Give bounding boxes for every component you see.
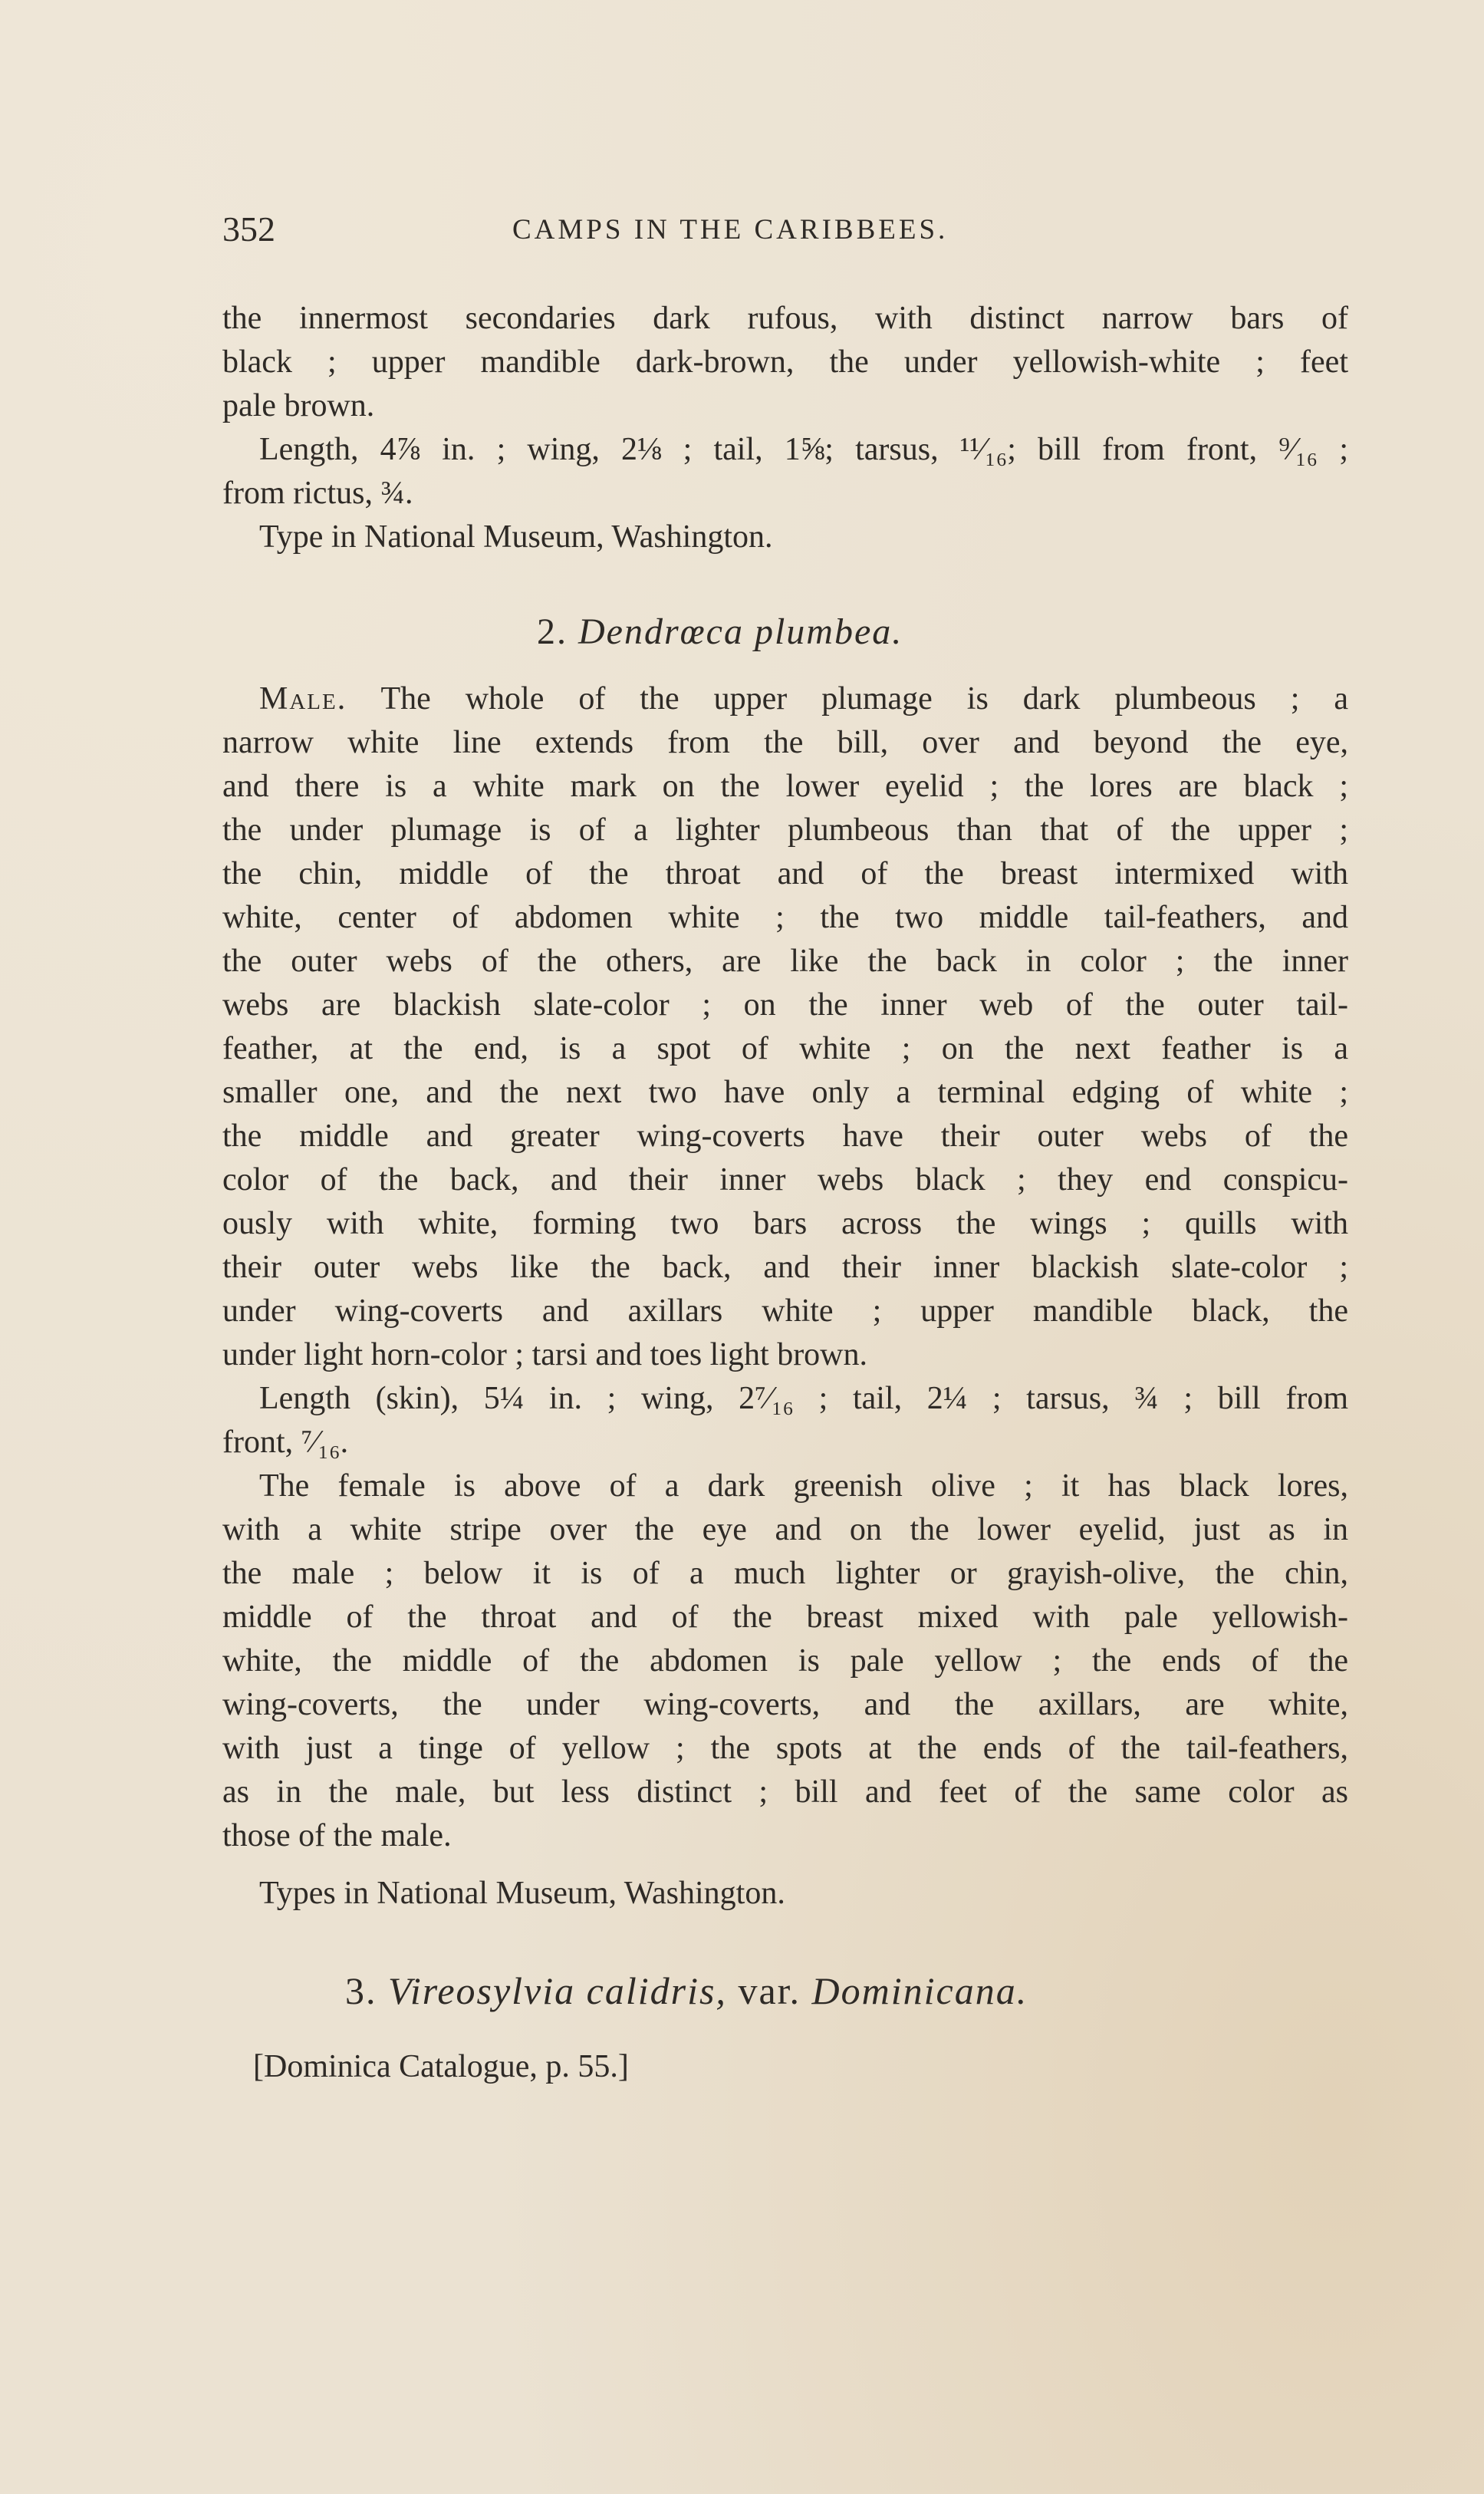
section-number: 2. bbox=[537, 611, 568, 652]
paragraph-measurements-1 bbox=[222, 428, 1348, 516]
text-line: wing-coverts, the under wing-coverts, and the axillars, are white, bbox=[222, 1687, 1348, 1722]
text-line: the under plumage is of a lighter plumbeous than that of the upper ; bbox=[222, 812, 1348, 848]
text-line: smaller one, and the next two have only a terminal edging of white ; bbox=[222, 1075, 1348, 1110]
page-header bbox=[222, 209, 1066, 255]
text-line: their outer webs like the back, and their inner blackish slate-color ; bbox=[222, 1250, 1348, 1285]
text-line: with a white stripe over the eye and on the lower eyelid, just as in bbox=[222, 1512, 1348, 1547]
text-line: the male ; below it is of a much lighter or grayish-olive, the chin, bbox=[222, 1556, 1348, 1591]
text-line: color of the back, and their inner webs black ; they end conspicu- bbox=[222, 1162, 1348, 1198]
paragraph-male-description bbox=[222, 677, 1348, 1377]
text-line: under light horn-color ; tarsi and toes light brown. bbox=[222, 1337, 868, 1372]
text-line: front, ⁷⁄₁₆. bbox=[222, 1425, 349, 1460]
variety-label: var. bbox=[738, 1969, 801, 2012]
species-name: Dendrœca plumbea. bbox=[578, 611, 903, 652]
text-line: as in the male, but less distinct ; bill and feet of the same color as bbox=[222, 1774, 1348, 1810]
paragraph-type-location-1 bbox=[222, 516, 1348, 559]
text-line: the innermost secondaries dark rufous, with distinct narrow bars of bbox=[222, 301, 1348, 336]
species-name: Vireosylvia calidris, bbox=[388, 1969, 727, 2012]
section-number: 3. bbox=[345, 1969, 377, 2012]
paragraph-catalogue-reference bbox=[253, 2045, 1379, 2089]
section-heading-3 bbox=[345, 1969, 1028, 2013]
section-heading-2 bbox=[537, 611, 903, 653]
text-line: with just a tinge of yellow ; the spots at the ends of the tail-feathers, bbox=[222, 1731, 1348, 1766]
running-title: CAMPS IN THE CARIBBEES. bbox=[512, 214, 949, 245]
page-number: 352 bbox=[222, 209, 275, 249]
paragraph-measurements-2 bbox=[222, 1377, 1348, 1464]
text-line: those of the male. bbox=[222, 1818, 452, 1853]
text-line: feather, at the end, is a spot of white ; on the next feather is a bbox=[222, 1031, 1348, 1066]
text-line: white, the middle of the abdomen is pale yellow ; the ends of the bbox=[222, 1643, 1348, 1679]
paragraph-type-location-2 bbox=[222, 1872, 1348, 1916]
text-line: Length, 4⅞ in. ; wing, 2⅛ ; tail, 1⅝; tarsus, ¹¹⁄₁₆; bill from front, ⁹⁄₁₆ ; bbox=[259, 432, 1348, 467]
text-line: the middle and greater wing-coverts have their outer webs of the bbox=[222, 1119, 1348, 1154]
text-line: from rictus, ¾. bbox=[222, 476, 413, 511]
text-line: [Dominica Catalogue, p. 55.] bbox=[253, 2049, 629, 2084]
line-text: The whole of the upper plumage is dark plumbeous ; a bbox=[347, 681, 1348, 717]
text-line: black ; upper mandible dark-brown, the under yellowish-white ; feet bbox=[222, 344, 1348, 380]
text-line: Type in National Museum, Washington. bbox=[259, 519, 773, 555]
text-line: and there is a white mark on the lower eyelid ; the lores are black ; bbox=[222, 769, 1348, 804]
paragraph-female-description bbox=[222, 1464, 1348, 1858]
text-line: the outer webs of the others, are like the back in color ; the inner bbox=[222, 944, 1348, 979]
text-line: under wing-coverts and axillars white ; upper mandible black, the bbox=[222, 1293, 1348, 1329]
text-line: narrow white line extends from the bill, over and beyond the eye, bbox=[222, 725, 1348, 760]
variety-name: Dominicana. bbox=[811, 1969, 1028, 2012]
text-line: The female is above of a dark greenish olive ; it has black lores, bbox=[259, 1468, 1348, 1504]
text-line bbox=[222, 677, 1348, 721]
text-line: middle of the throat and of the breast mixed with pale yellowish- bbox=[222, 1600, 1348, 1635]
text-line: pale brown. bbox=[222, 388, 375, 423]
sex-label: Male. bbox=[259, 681, 347, 717]
paragraph-description-end bbox=[222, 297, 1348, 428]
text-line: webs are blackish slate-color ; on the inner web of the outer tail- bbox=[222, 987, 1348, 1023]
text-line: the chin, middle of the throat and of the breast intermixed with bbox=[222, 856, 1348, 891]
text-line: Length (skin), 5¼ in. ; wing, 2⁷⁄₁₆ ; tail, 2¼ ; tarsus, ¾ ; bill from bbox=[259, 1381, 1348, 1416]
text-line: white, center of abdomen white ; the two middle tail-feathers, and bbox=[222, 900, 1348, 935]
text-line: ously with white, forming two bars across the wings ; quills with bbox=[222, 1206, 1348, 1241]
text-line: Types in National Museum, Washington. bbox=[259, 1876, 785, 1911]
